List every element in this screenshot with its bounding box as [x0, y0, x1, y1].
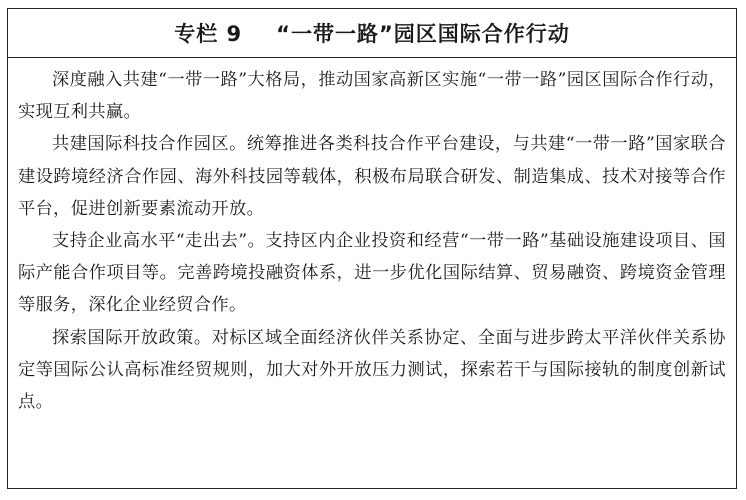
column-box	[7, 8, 737, 489]
paragraph-parks: 共建国际科技合作园区。统筹推进各类科技合作平台建设，与共建“一带一路”国家联合建设跨境经济合作园、海外科技园等载体，积极布局联合研发、制造集成、技术对接等合作平台，促进创新要素流动开放。	[18, 134, 726, 219]
paragraph-going-global: 支持企业高水平“走出去”。支持区内企业投资和经营“一带一路”基础设施建设项目、国际产能合作项目等。完善跨境投融资体系，进一步优化国际结算、贸易融资、跨境资金管理等服务，深化企业经贸合作。	[18, 231, 726, 316]
box-title: “一带一路”园区国际合作行动	[276, 22, 570, 46]
paragraph-policy: 探索国际开放政策。对标区域全面经济伙伴关系协定、全面与进步跨太平洋伙伴关系协定等国际公认高标准经贸规则，加大对外开放压力测试，探索若干与国际接轨的制度创新试点。	[18, 327, 726, 413]
paragraph-intro: 深度融入共建“一带一路”大格局，推动国家高新区实施“一带一路”园区国际合作行动，实现互利共赢。	[18, 70, 726, 123]
box-title-row	[8, 9, 736, 58]
box-content	[8, 58, 736, 418]
box-label: 专栏 9	[174, 22, 243, 46]
